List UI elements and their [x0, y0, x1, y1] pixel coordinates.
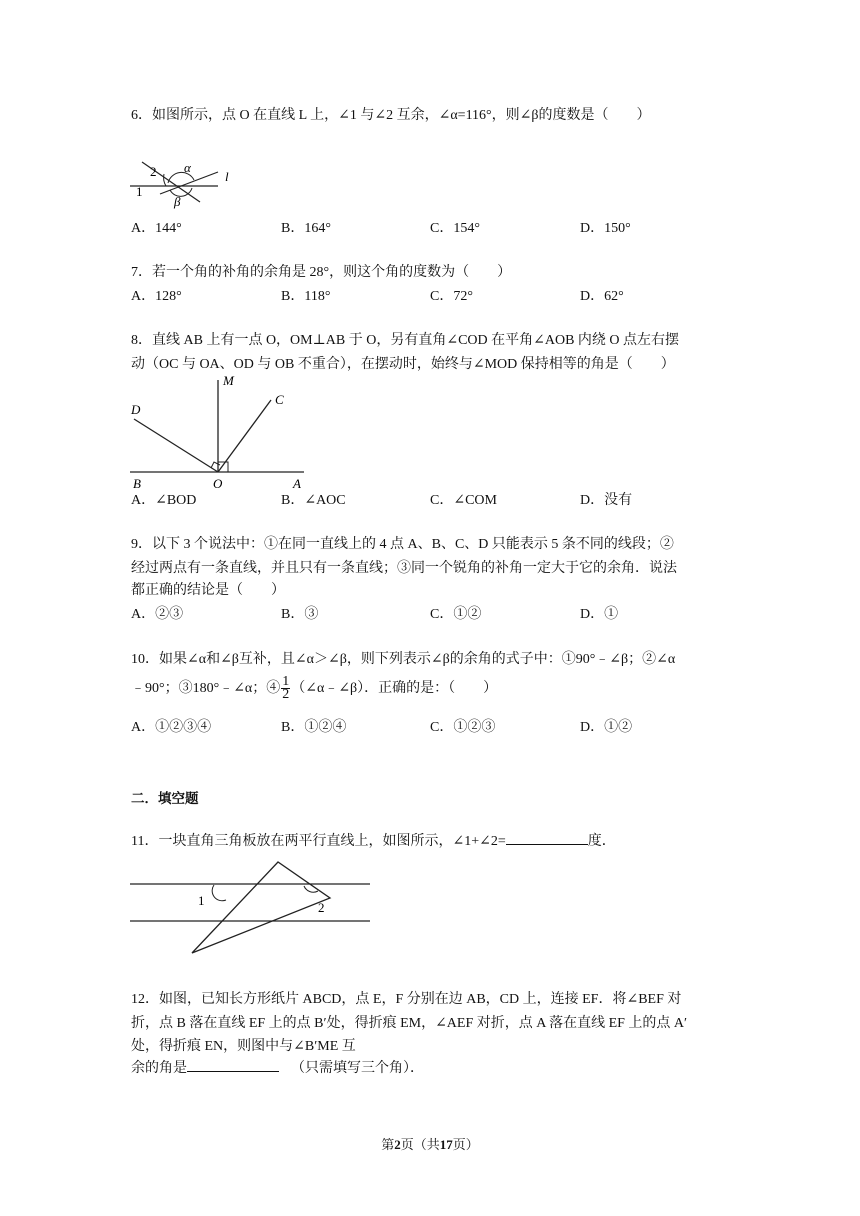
q9-option-a[interactable]: A．②③ — [131, 607, 184, 622]
q10-line2-pre: ﹣90°；③180°﹣∠α；④ — [131, 681, 281, 696]
q8-label-b: B — [133, 476, 141, 491]
footer-pre: 第 — [381, 1137, 395, 1152]
q12-stem-line4 — [131, 1059, 424, 1079]
q10-stem-line1: 10．如果∠α和∠β互补，且∠α＞∠β，则下列表示∠β的余角的式子中：①90°﹣∠β；②∠α — [131, 652, 676, 667]
q7-option-d[interactable]: D．62° — [580, 289, 624, 304]
q9-option-b[interactable]: B．③ — [281, 607, 319, 622]
q6-stem: 6．如图所示，点 O 在直线 L 上，∠1 与∠2 互余，∠α=116°，则∠β的度数是（ ） — [131, 108, 651, 123]
q10-frac-den: 2 — [282, 687, 290, 703]
q7-option-a[interactable]: A．128° — [131, 289, 182, 304]
q8-option-d[interactable]: D．没有 — [580, 493, 633, 508]
q6-label-1: 1 — [136, 184, 143, 199]
q12-text-pre: 余的角是 — [131, 1061, 187, 1076]
q12-stem-line3: 处，得折痕 EN，则图中与∠B′ME 互 — [131, 1039, 356, 1054]
q10-option-d[interactable]: D．①② — [580, 720, 633, 735]
q6-options — [131, 219, 731, 239]
q9-stem-line3: 都正确的结论是（ ） — [131, 583, 285, 598]
q12-answer-blank[interactable] — [187, 1071, 279, 1072]
q7-stem: 7．若一个角的补角的余角是 28°，则这个角的度数为（ ） — [131, 265, 512, 280]
q7-option-b[interactable]: B．118° — [281, 289, 331, 304]
q11-text-post: 度． — [587, 834, 616, 849]
q6-option-d[interactable]: D．150° — [580, 221, 631, 236]
q8-stem-line2: 动（OC 与 OA、OD 与 OB 不重合），在摆动时，始终与∠MOD 保持相等的角是（ ） — [131, 357, 675, 372]
q11-stem — [131, 832, 616, 852]
q6-option-a[interactable]: A．144° — [131, 221, 182, 236]
q6-label-beta: β — [174, 194, 181, 209]
page-footer — [0, 1134, 860, 1153]
q8-label-d: D — [131, 402, 141, 417]
q9-option-c[interactable]: C．①② — [430, 607, 482, 622]
q8-option-a[interactable]: A．∠BOD — [131, 493, 197, 508]
q10-options — [131, 718, 731, 738]
q10-option-c[interactable]: C．①②③ — [430, 720, 496, 735]
q8-stem-line1: 8．直线 AB 上有一点 O，OM⊥AB 于 O，另有直角∠COD 在平角∠AOB 内绕 O 点左右摆 — [131, 333, 680, 348]
q8-option-b[interactable]: B．∠AOC — [281, 493, 346, 508]
q10-line2-post: （∠α﹣∠β）．正确的是：（ ） — [291, 681, 498, 696]
q12-stem-line1: 12．如图，已知长方形纸片 ABCD，点 E，F 分别在边 AB，CD 上，连接 EF．将∠BEF 对 — [131, 992, 682, 1007]
q6-option-b[interactable]: B．164° — [281, 221, 331, 236]
q10-option-b[interactable]: B．①②④ — [281, 720, 347, 735]
q11-figure — [128, 858, 374, 958]
footer-mid: 页（共 — [400, 1137, 440, 1152]
q8-label-c: C — [275, 392, 284, 407]
q11-answer-blank[interactable] — [506, 844, 588, 845]
q10-option-a[interactable]: A．①②③④ — [131, 720, 212, 735]
q11-text-pre: 11．一块直角三角板放在两平行直线上，如图所示，∠1+∠2= — [131, 834, 506, 849]
q9-stem-line2: 经过两点有一条直线，并且只有一条直线；③同一个锐角的补角一定大于它的余角．说法 — [131, 561, 677, 576]
q8-label-a: A — [293, 476, 301, 491]
q8-option-c[interactable]: C．∠COM — [430, 493, 497, 508]
q10-frac-num: 1 — [282, 674, 290, 690]
footer-total-pages: 17 — [439, 1137, 453, 1152]
q6-option-c[interactable]: C．154° — [430, 221, 480, 236]
q6-figure — [128, 158, 248, 210]
footer-page-number: 2 — [394, 1137, 401, 1152]
q7-options — [131, 287, 731, 307]
q6-label-2: 2 — [150, 164, 157, 179]
q9-stem-line1: 9．以下 3 个说法中：①在同一直线上的 4 点 A、B、C、D 只能表示 5 条不同的线段；② — [131, 537, 674, 552]
q11-label-1: 1 — [198, 893, 205, 908]
q6-label-line: l — [225, 169, 229, 184]
section-heading-fill-in: 二．填空题 — [131, 791, 199, 807]
q8-label-m: M — [223, 373, 234, 388]
q8-options — [131, 491, 731, 511]
q9-options — [131, 605, 731, 625]
q11-label-2: 2 — [318, 900, 325, 915]
q6-label-alpha: α — [184, 160, 191, 175]
q12-text-post: （只需填写三个角）． — [291, 1061, 424, 1076]
q8-figure — [128, 372, 308, 492]
q12-stem-line2: 折，点 B 落在直线 EF 上的点 B′处，得折痕 EM，∠AEF 对折，点 A 落在直线 EF 上的点 A′ — [131, 1016, 688, 1031]
q10-stem-line2 — [131, 676, 497, 702]
q10-fraction — [281, 676, 290, 701]
q9-option-d[interactable]: D．① — [580, 607, 619, 622]
footer-post: 页） — [452, 1137, 479, 1152]
q7-option-c[interactable]: C．72° — [430, 289, 473, 304]
q8-label-o: O — [213, 476, 223, 491]
